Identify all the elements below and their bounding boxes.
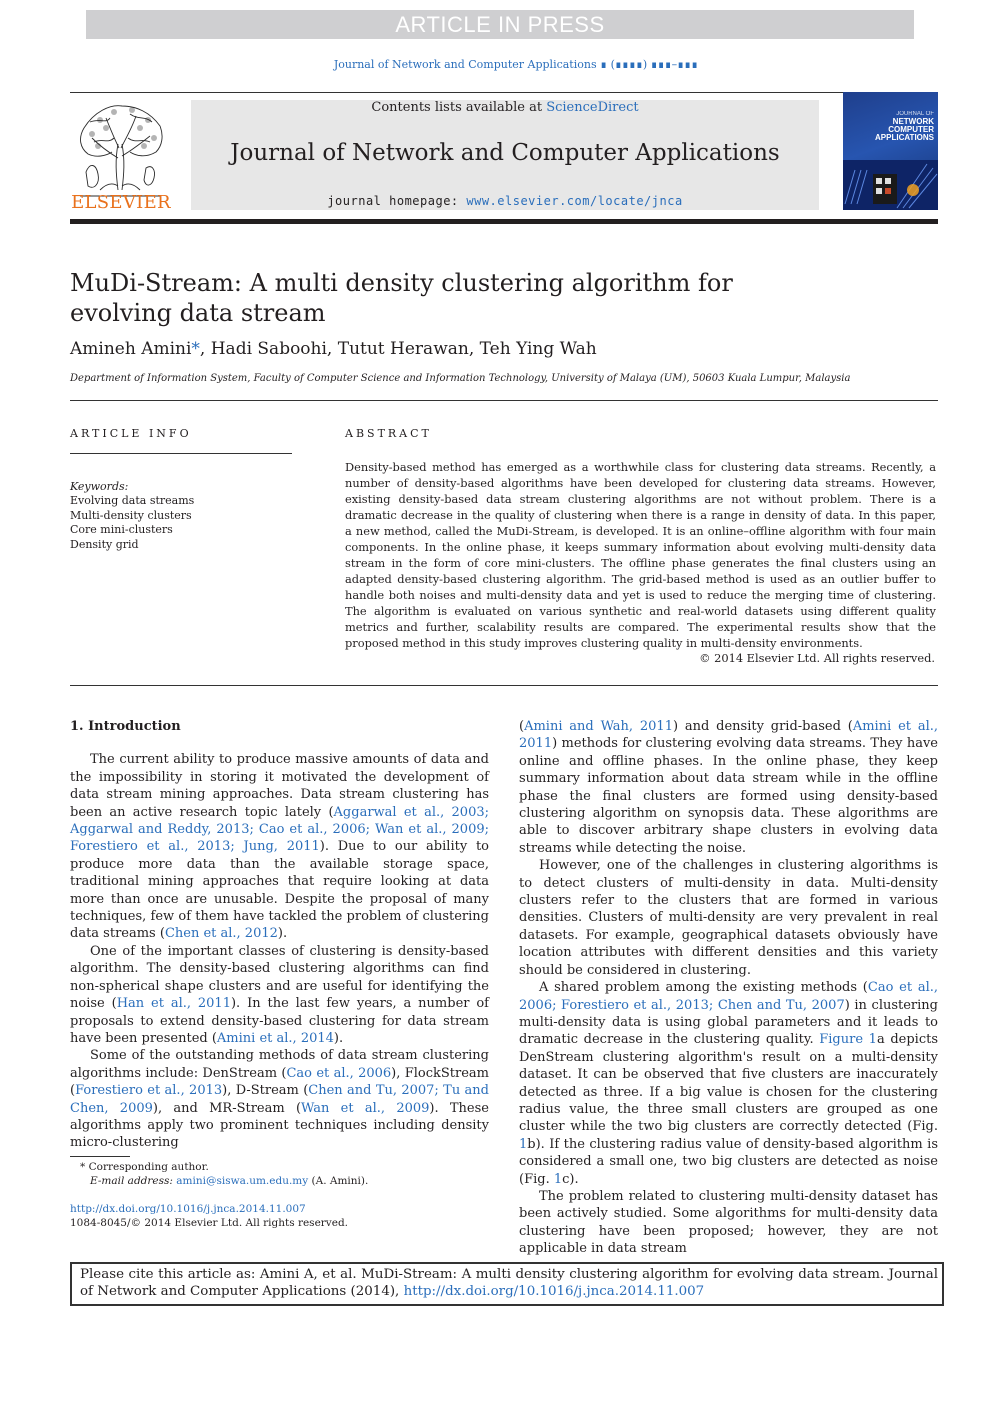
reference-link[interactable]: Han et al., 2011 bbox=[116, 996, 231, 1012]
paragraph-text: ). bbox=[277, 926, 288, 942]
cover-artwork-icon bbox=[843, 160, 938, 210]
keyword-item: Evolving data streams bbox=[70, 494, 195, 508]
keyword-item: Multi-density clusters bbox=[70, 508, 192, 522]
author-first: Amineh Amini bbox=[70, 339, 192, 359]
body-column-left bbox=[70, 718, 489, 1152]
intro-paragraph bbox=[519, 857, 938, 979]
sciencedirect-link[interactable]: ScienceDirect bbox=[546, 100, 639, 115]
reference-link[interactable]: 1 bbox=[519, 1136, 528, 1152]
paragraph-text: The problem related to clustering multi-density dataset has been actively studied. Some algorithms for multi-density data clustering have been proposed; however, they are not applicable in data stream bbox=[519, 1188, 938, 1257]
doi-block bbox=[70, 1202, 348, 1230]
contents-prefix: Contents lists available at bbox=[371, 100, 547, 115]
header-bottom-rule bbox=[70, 219, 938, 224]
journal-title: Journal of Network and Computer Applications bbox=[230, 140, 780, 166]
article-info-rule bbox=[70, 453, 292, 454]
paragraph-text: a depicts DenStream clustering algorithm's result on a multi-density dataset. It can be observed that five clusters are inaccurately detected as three. If a big value is chosen for the clustering radius value, the three small clusters are grouped as one cluster while the two big clusters are correctly detected (Fig. bbox=[519, 1032, 939, 1135]
paragraph-text: Some of the outstanding methods of data stream clustering algorithms include: DenStream ( bbox=[70, 1048, 489, 1081]
header-top-rule bbox=[70, 92, 938, 93]
homepage-prefix: journal homepage: bbox=[327, 194, 467, 208]
author-list bbox=[70, 339, 597, 359]
intro-paragraph bbox=[519, 718, 938, 857]
intro-paragraph bbox=[70, 943, 489, 1047]
paragraph-text: ). Due to our ability to produce more data than the available storage space, traditional mining approaches that require looking at data more than once are unusable. Despite the proposal of many techniques, few of them have tackled the problem of clustering data streams ( bbox=[70, 839, 489, 942]
journal-homepage-link[interactable]: www.elsevier.com/locate/jnca bbox=[466, 194, 683, 208]
reference-link[interactable]: Wan et al., 2009 bbox=[301, 1100, 430, 1116]
doi-link[interactable]: http://dx.doi.org/10.1016/j.jnca.2014.11.007 bbox=[70, 1203, 306, 1215]
abstract-heading: ABSTRACT bbox=[345, 427, 432, 440]
intro-paragraph bbox=[519, 979, 938, 1188]
intro-paragraph bbox=[519, 1188, 938, 1258]
email-suffix: (A. Amini). bbox=[308, 1175, 369, 1187]
body-column-right bbox=[519, 718, 938, 1258]
email-label: E-mail address: bbox=[90, 1175, 177, 1187]
reference-link[interactable]: 1 bbox=[553, 1171, 563, 1187]
reference-link[interactable]: Amini et al., 2014 bbox=[216, 1030, 334, 1046]
article-in-press-banner: ARTICLE IN PRESS bbox=[86, 10, 914, 39]
paragraph-text: ), and MR-Stream ( bbox=[152, 1100, 302, 1116]
abstract-copyright: © 2014 Elsevier Ltd. All rights reserved. bbox=[699, 651, 935, 665]
paragraph-text: ). bbox=[333, 1030, 344, 1046]
keywords-block bbox=[70, 480, 194, 552]
abstract-text: Density-based method has emerged as a worthwhile class for clustering data streams. Recently, a number of density-based algorithms have been developed for clustering data streams. However, existing density-based data stream clustering algorithms are not without problem. There is a dramatic decrease in the quality of clustering when there is a range in density of data. In this paper, a new method, called the MuDi-Stream, is developed. It is an online–offline algorithm with four main components. In the online phase, it keeps summary information about evolving multi-density data stream in the form of core mini-clusters. The offline phase generates the final clusters using an adapted density-based clustering algorithm. The grid-based method is used as an outlier buffer to handle both noises and multi-density data and yet is used to reduce the merging time of clustering. The algorithm is evaluated on various synthetic and real-world datasets using different quality metrics and further, scalability results are compared. The experimental results show that the proposed method in this study improves clustering quality in multi-density environments. bbox=[345, 460, 936, 650]
paragraph-text: ). These algorithms apply two prominent techniques including density micro-clustering bbox=[70, 1100, 489, 1151]
article-info-heading: ARTICLE INFO bbox=[70, 427, 192, 440]
keywords-label: Keywords: bbox=[70, 480, 129, 493]
author-rest: , Hadi Saboohi, Tutut Herawan, Teh Ying Wah bbox=[199, 339, 597, 359]
intro-paragraph bbox=[70, 751, 489, 942]
cover-line: APPLICATIONS bbox=[875, 133, 934, 142]
section-rule bbox=[70, 400, 938, 401]
article-title: MuDi-Stream: A multi density clustering algorithm for evolving data stream bbox=[70, 269, 733, 327]
journal-citation-line[interactable]: Journal of Network and Computer Applications ∎ (∎∎∎∎) ∎∎∎–∎∎∎ bbox=[333, 58, 699, 71]
paragraph-text: However, one of the challenges in clustering algorithms is to detect clusters of multi-density in data. Multi-density clusters refer to the clusters that are formed in various densities. Clusters of multi-density are very prevalent in real datasets. For example, geographical datasets obviously have location attributes with different densities and this variety should be considered in clustering. bbox=[519, 858, 938, 978]
section-rule bbox=[70, 685, 938, 686]
intro-paragraph bbox=[70, 1047, 489, 1151]
reference-link[interactable]: Cao et al., 2006 bbox=[286, 1065, 392, 1081]
reference-link[interactable]: Amini and Wah, 2011 bbox=[524, 719, 673, 734]
paragraph-text: ) and density grid-based ( bbox=[672, 719, 853, 734]
citation-doi-link[interactable]: http://dx.doi.org/10.1016/j.jnca.2014.11.007 bbox=[403, 1284, 705, 1299]
reference-link[interactable]: Amini et al., 2011 bbox=[519, 719, 938, 752]
paragraph-text: ( bbox=[519, 719, 525, 734]
keyword-item: Core mini-clusters bbox=[70, 523, 173, 537]
cover-line: COMPUTER bbox=[888, 125, 934, 134]
cover-title bbox=[849, 110, 934, 142]
paragraph-text: ). In the last few years, a number of proposals to extend density-based clustering for data stream have been presented ( bbox=[70, 996, 489, 1046]
paragraph-text: c). bbox=[562, 1171, 579, 1187]
reference-link[interactable]: Figure 1 bbox=[819, 1032, 877, 1048]
paragraph-text: b). If the clustering radius value of density-based algorithm is considered a small one, two big clusters are detected as noise (Fig. bbox=[519, 1136, 938, 1187]
journal-homepage-line bbox=[191, 194, 819, 208]
paragraph-text: ) in clustering multi-density data is using global parameters and it leads to dramatic decrease in the clustering quality. bbox=[519, 997, 938, 1048]
reference-link[interactable]: Chen et al., 2012 bbox=[164, 926, 278, 942]
paragraph-text: ) methods for clustering evolving data streams. They have online and offline phases. In the online phase, they keep summary information about data stream while in the offline phase the final clusters are formed using density-based clustering algorithm on synopsis data. These algorithms are able to discover arbitrary shape clusters in evolving data streams while detecting the noise. bbox=[519, 736, 938, 856]
footnote bbox=[70, 1160, 368, 1188]
journal-header-box bbox=[191, 100, 819, 210]
email-link[interactable]: amini@siswa.um.edu.my bbox=[176, 1175, 309, 1187]
issn-line: 1084-8045/© 2014 Elsevier Ltd. All rights reserved. bbox=[70, 1217, 349, 1229]
paragraph-text: The current ability to produce massive amounts of data and the impossibility in storing it motivated the development of data stream mining approaches. Data stream clustering has been an active research topic lately ( bbox=[70, 752, 489, 820]
cover-line: JOURNAL OF bbox=[896, 111, 934, 117]
introduction-heading: 1. Introduction bbox=[70, 719, 181, 734]
paragraph-text: One of the important classes of clustering is density-based algorithm. The density-based clustering algorithms can find non-spherical shape clusters and are useful for identifying the noise ( bbox=[70, 943, 489, 1012]
citation-text: Please cite this article as: Amini A, et al. MuDi-Stream: A multi density clustering algorithm for evolving data stream. Journal of Network and Computer Applications (2014), bbox=[80, 1267, 938, 1299]
journal-cover-image bbox=[843, 92, 938, 210]
reference-link[interactable]: Forestiero et al., 2013 bbox=[75, 1083, 223, 1099]
corresponding-author-mark[interactable]: * bbox=[191, 339, 200, 359]
elsevier-wordmark: ELSEVIER bbox=[71, 192, 171, 213]
contents-available-line bbox=[191, 100, 819, 116]
reference-link[interactable]: Chen and Tu, 2007; Tu and Chen, 2009 bbox=[70, 1083, 490, 1116]
cover-line: NETWORK bbox=[892, 117, 934, 126]
paragraph-text: ), D-Stream ( bbox=[222, 1083, 309, 1099]
citation-box bbox=[70, 1262, 944, 1306]
paragraph-text: A shared problem among the existing methods ( bbox=[539, 980, 868, 996]
reference-link[interactable]: Cao et al., 2006; Forestiero et al., 2013; Chen and Tu, 2007 bbox=[519, 980, 938, 1013]
corresponding-author-note: * Corresponding author. bbox=[80, 1161, 209, 1173]
footnote-rule bbox=[70, 1156, 130, 1157]
keyword-item: Density grid bbox=[70, 537, 139, 551]
email-line bbox=[70, 1174, 368, 1188]
affiliation: Department of Information System, Faculty of Computer Science and Information Technology, University of Malaya (UM), 50603 Kuala Lumpur, Malaysia bbox=[70, 373, 851, 384]
reference-link[interactable]: Aggarwal et al., 2003; Aggarwal and Reddy, 2013; Cao et al., 2006; Wan et al., 2009; Forestiero et al., 2013; Jung, 2011 bbox=[70, 804, 489, 855]
paragraph-text: ), FlockStream ( bbox=[70, 1065, 489, 1099]
